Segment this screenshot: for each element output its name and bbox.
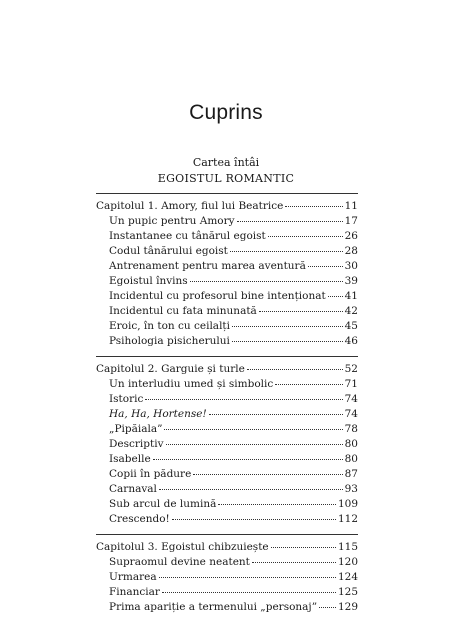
entry-title: Capitolul 1. Amory, fiul lui Beatrice	[96, 200, 284, 212]
toc-entry	[96, 482, 358, 497]
dot-leader	[271, 546, 336, 548]
entry-title: Descriptiv	[109, 438, 164, 450]
dot-leader	[285, 205, 342, 207]
entry-page: 28	[344, 245, 358, 257]
entry-page: 30	[344, 260, 358, 272]
entry-page: 74	[344, 408, 358, 420]
dot-leader	[308, 265, 343, 267]
toc-entry	[96, 600, 358, 615]
entry-title: Un interludiu umed și simbolic	[109, 378, 274, 390]
toc-entry	[96, 229, 358, 244]
dot-leader	[209, 413, 343, 415]
toc-entry	[96, 259, 358, 274]
dot-leader	[153, 458, 343, 460]
dot-leader	[159, 576, 336, 578]
toc-entry	[96, 244, 358, 259]
dot-leader	[164, 428, 342, 430]
entry-title: Sub arcul de lumină	[109, 498, 217, 510]
toc-entry-chapter	[96, 362, 358, 377]
entry-page: 125	[337, 586, 358, 598]
dot-leader	[162, 591, 336, 593]
toc-entry	[96, 437, 358, 452]
dot-leader	[232, 325, 343, 327]
entry-title: Incidentul cu fata minunată	[109, 305, 257, 317]
entry-page: 41	[344, 290, 358, 302]
entry-title: Prima apariție a termenului „personaj”	[109, 601, 318, 613]
entry-title: Crescendo!	[109, 513, 170, 525]
entry-title: Urmarea	[109, 571, 157, 583]
table-of-contents	[96, 193, 358, 622]
entry-page: 71	[344, 378, 358, 390]
toc-entry	[96, 497, 358, 512]
dot-leader	[190, 280, 343, 282]
entry-page: 120	[337, 556, 358, 568]
entry-title: Capitolul 3. Egoistul chibzuiește	[96, 541, 269, 553]
dot-leader	[328, 295, 343, 297]
toc-entry	[96, 467, 358, 482]
entry-title: „Pipăiala”	[109, 423, 163, 435]
dot-leader	[193, 473, 342, 475]
toc-entry	[96, 319, 358, 334]
dot-leader	[268, 235, 343, 237]
dot-leader	[319, 606, 336, 608]
toc-entry	[96, 555, 358, 570]
entry-title: Supraomul devine neatent	[109, 556, 250, 568]
dot-leader	[172, 518, 336, 520]
toc-entry	[96, 334, 358, 349]
entry-page: 93	[344, 483, 358, 495]
toc-chapter-2	[96, 356, 358, 527]
entry-title: Isabelle	[109, 453, 151, 465]
toc-entry	[96, 512, 358, 527]
entry-page: 74	[344, 393, 358, 405]
toc-entry	[96, 452, 358, 467]
entry-page: 124	[337, 571, 358, 583]
dot-leader	[247, 368, 343, 370]
toc-entry	[96, 422, 358, 437]
toc-chapter-3	[96, 534, 358, 615]
dot-leader	[230, 250, 343, 252]
entry-page: 115	[337, 541, 358, 553]
dot-leader	[232, 340, 343, 342]
dot-leader	[159, 488, 343, 490]
toc-entry	[96, 570, 358, 585]
entry-title: Instantanee cu tânărul egoist	[109, 230, 266, 242]
entry-page: 129	[337, 601, 358, 613]
entry-page: 109	[337, 498, 358, 510]
entry-page: 80	[344, 438, 358, 450]
entry-title: Incidentul cu profesorul bine intenționat	[109, 290, 326, 302]
toc-entry	[96, 289, 358, 304]
entry-title: Psihologia pisicherului	[109, 335, 230, 347]
entry-title: Ha, Ha, Hortense!	[109, 408, 207, 420]
entry-page: 45	[344, 320, 358, 332]
dot-leader	[252, 561, 336, 563]
entry-page: 87	[344, 468, 358, 480]
part-title: EGOISTUL ROMANTIC	[157, 172, 295, 185]
dot-leader	[145, 398, 342, 400]
dot-leader	[275, 383, 342, 385]
entry-page: 46	[344, 335, 358, 347]
toc-entry	[96, 392, 358, 407]
toc-entry	[96, 214, 358, 229]
page-title: Cuprins	[189, 101, 263, 124]
entry-page: 17	[344, 215, 358, 227]
entry-page: 42	[344, 305, 358, 317]
entry-title: Istoric	[109, 393, 144, 405]
toc-chapter-1	[96, 193, 358, 349]
toc-entry	[96, 407, 358, 422]
dot-leader	[237, 220, 343, 222]
part-label: Cartea întâi	[192, 156, 260, 169]
entry-title: Financiar	[109, 586, 160, 598]
dot-leader	[218, 503, 336, 505]
toc-entry	[96, 377, 358, 392]
entry-page: 112	[337, 513, 358, 525]
entry-page: 80	[344, 453, 358, 465]
entry-title: Eroic, în ton cu ceilalți	[109, 320, 231, 332]
toc-entry	[96, 304, 358, 319]
toc-entry-chapter	[96, 199, 358, 214]
toc-entry	[96, 585, 358, 600]
dot-leader	[166, 443, 343, 445]
entry-page: 26	[344, 230, 358, 242]
entry-page: 39	[344, 275, 358, 287]
entry-title: Un pupic pentru Amory	[109, 215, 235, 227]
toc-entry-chapter	[96, 540, 358, 555]
entry-page: 78	[344, 423, 358, 435]
entry-title: Carnaval	[109, 483, 157, 495]
entry-page: 11	[344, 200, 358, 212]
entry-title: Copii în pădure	[109, 468, 192, 480]
entry-title: Antrenament pentru marea aventură	[109, 260, 306, 272]
entry-page: 52	[344, 363, 358, 375]
toc-entry	[96, 274, 358, 289]
entry-title: Capitolul 2. Garguie și turle	[96, 363, 245, 375]
dot-leader	[259, 310, 343, 312]
entry-title: Egoistul învins	[109, 275, 188, 287]
entry-title: Codul tânărului egoist	[109, 245, 228, 257]
